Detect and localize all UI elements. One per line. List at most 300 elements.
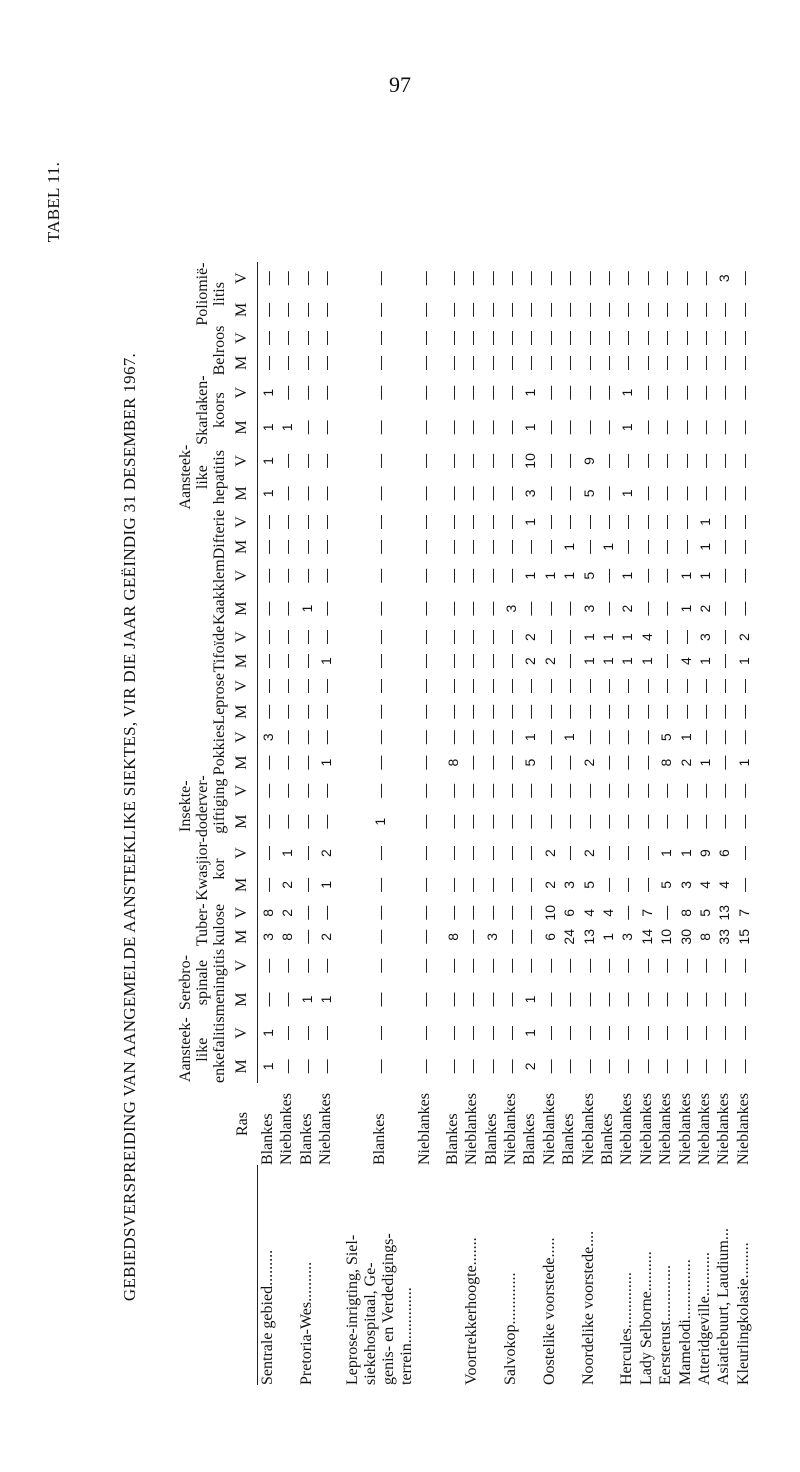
value-cell: — (677, 453, 694, 468)
value-cell: 2 (619, 604, 636, 613)
value-cell: 30 (677, 929, 694, 945)
value-cell: 5 (580, 571, 597, 580)
value-cell: — (580, 814, 597, 829)
value-cell: — (464, 678, 481, 693)
value-cell: 1 (638, 657, 655, 665)
ras-cell: Nieblankes (618, 1093, 636, 1165)
value-cell: — (444, 630, 461, 645)
value-cell: — (638, 1026, 655, 1041)
v-column-header: V (234, 837, 257, 869)
value-cell: — (677, 302, 694, 317)
value-cell: — (371, 420, 388, 435)
value-cell: 5 (696, 908, 713, 917)
value-cell: — (483, 630, 500, 645)
value-cell: — (696, 453, 713, 468)
value-cell: — (619, 783, 636, 798)
value-cell: 2 (541, 880, 558, 889)
value-cell: 1 (735, 657, 752, 665)
value-cell: — (464, 905, 481, 920)
value-cell: — (279, 1059, 296, 1074)
value-cell: 2 (522, 657, 539, 665)
value-cell: — (735, 704, 752, 719)
value-cell: 3 (696, 633, 713, 641)
value-cell: — (464, 331, 481, 346)
value-cell: — (599, 331, 616, 346)
place-cell: Leprose-inrigting, Siel- siekehospitaal, Ge- genis- en Verdedigings- terrein.............. (343, 1233, 415, 1385)
value-cell: — (619, 992, 636, 1007)
value-cell: 1 (259, 457, 276, 465)
value-cell: 1 (658, 849, 675, 857)
value-cell: — (716, 755, 733, 770)
value-cell: — (503, 958, 519, 973)
value-cell: — (561, 1059, 578, 1074)
value-cell: — (580, 958, 597, 973)
value-cell: — (561, 846, 578, 861)
value-cell: — (541, 514, 558, 529)
value-cell: 1 (619, 388, 636, 397)
ras-cell: Blankes (598, 1113, 616, 1165)
value-cell: — (677, 678, 694, 693)
value-cell: — (696, 420, 713, 435)
ras-cell: Nieblankes (579, 1093, 597, 1165)
ras-header: Ras (233, 1112, 251, 1136)
value-cell: — (279, 331, 296, 346)
value-cell: — (561, 514, 578, 529)
value-cell: 1 (318, 758, 335, 767)
place-cell: Mamelodi............... (676, 1259, 694, 1385)
value-cell: — (638, 355, 655, 370)
value-cell: 2 (677, 758, 694, 767)
value-cell: 8 (279, 932, 296, 941)
value-cell: — (298, 929, 315, 944)
ras-cell: Nieblankes (502, 1093, 519, 1165)
ras-cell: Nieblankes (463, 1093, 481, 1165)
value-cell: — (259, 992, 276, 1007)
value-cell: — (677, 355, 694, 370)
value-cell: 1 (619, 571, 636, 580)
value-cell: — (464, 539, 481, 554)
value-cell: — (580, 1059, 597, 1074)
value-cell: — (298, 630, 315, 645)
value-cell: — (735, 783, 752, 798)
value-cell: 4 (580, 908, 597, 917)
value-cell: — (677, 814, 694, 829)
m-column-header: M (234, 1050, 257, 1083)
value-cell: — (483, 539, 500, 554)
value-cell: — (417, 1059, 434, 1074)
value-cell: — (735, 1026, 752, 1041)
m-column-header: M (234, 869, 257, 901)
value-cell: — (561, 654, 578, 669)
value-cell: 1 (561, 571, 578, 580)
value-cell: — (638, 814, 655, 829)
place-cell: Asiatiebuurt, Laudium... (715, 1228, 733, 1385)
value-cell: — (483, 905, 500, 920)
ras-cell: Nieblankes (657, 1093, 675, 1165)
value-cell: — (298, 514, 315, 529)
value-cell: — (541, 453, 558, 468)
table-label: TABEL 11. (44, 161, 63, 243)
value-cell: — (638, 568, 655, 583)
value-cell: — (658, 814, 675, 829)
value-cell: — (677, 331, 694, 346)
table-row (715, 262, 734, 1385)
value-cell: — (638, 678, 655, 693)
value-cell: — (503, 654, 519, 669)
value-cell: — (619, 1026, 636, 1041)
ras-cell: Nieblankes (695, 1093, 713, 1165)
value-cell: — (658, 514, 675, 529)
value-cell: — (677, 271, 694, 286)
value-cell: — (371, 568, 388, 583)
value-cell: — (599, 601, 616, 616)
value-cell: — (503, 814, 519, 829)
value-cell: 3 (522, 489, 539, 498)
value-cell: — (561, 271, 578, 286)
value-cell: 3 (677, 880, 694, 889)
value-cell: — (638, 1059, 655, 1074)
value-cell: — (371, 539, 388, 554)
value-cell: — (464, 730, 481, 745)
value-cell: — (677, 704, 694, 719)
value-cell: — (696, 331, 713, 346)
value-cell: — (522, 302, 539, 317)
value-cell: — (417, 420, 434, 435)
value-cell: 1 (541, 571, 558, 580)
value-cell: — (716, 568, 733, 583)
value-cell: — (658, 1059, 675, 1074)
value-cell: 1 (677, 571, 694, 580)
table-row (463, 262, 482, 1385)
value-cell: — (259, 755, 276, 770)
value-cell: — (735, 302, 752, 317)
value-cell: — (371, 514, 388, 529)
value-cell: — (318, 1026, 335, 1041)
value-cell: — (580, 992, 597, 1007)
value-cell: — (696, 814, 713, 829)
value-cell: — (298, 877, 315, 892)
value-cell: 1 (522, 733, 539, 742)
ras-cell: Blankes (521, 1113, 539, 1165)
value-cell: — (599, 514, 616, 529)
value-cell: — (619, 730, 636, 745)
value-cell: — (503, 678, 519, 693)
disease-header: Serebro- spinale meningitis (177, 948, 228, 1017)
value-cell: — (417, 929, 434, 944)
value-cell: — (503, 568, 519, 583)
value-cell: — (735, 601, 752, 616)
value-cell: 1 (696, 657, 713, 665)
value-cell: — (259, 355, 276, 370)
value-cell: — (541, 1026, 558, 1041)
ras-cell: Nieblankes (715, 1093, 733, 1165)
value-cell: — (580, 783, 597, 798)
value-cell: — (371, 678, 388, 693)
value-cell: — (259, 514, 276, 529)
table-row (297, 262, 316, 1385)
place-header-blank (234, 1165, 257, 1385)
table-row (579, 262, 598, 1385)
value-cell: 2 (279, 908, 296, 917)
value-cell: — (658, 654, 675, 669)
ras-cell: Blankes (560, 1113, 578, 1165)
value-cell: 1 (522, 571, 539, 580)
value-cell: — (658, 486, 675, 501)
value-cell: — (541, 420, 558, 435)
value-cell: — (279, 568, 296, 583)
value-cell: — (522, 678, 539, 693)
value-cell: — (464, 420, 481, 435)
value-cell: — (541, 271, 558, 286)
value-cell: — (417, 783, 434, 798)
value-cell: — (298, 486, 315, 501)
value-cell: — (259, 302, 276, 317)
value-cell: — (318, 453, 335, 468)
value-cell: — (503, 302, 519, 317)
value-cell: — (371, 929, 388, 944)
value-cell: 2 (735, 633, 752, 641)
disease-header: Skarlaken- koors (193, 375, 228, 445)
value-cell: — (464, 1026, 481, 1041)
value-cell: — (716, 514, 733, 529)
value-cell: — (318, 302, 335, 317)
value-cell: — (716, 958, 733, 973)
value-cell: — (599, 846, 616, 861)
value-cell: — (735, 958, 752, 973)
value-cell: 4 (696, 880, 713, 889)
disease-header-row (178, 262, 234, 1385)
value-cell: 1 (599, 932, 616, 941)
value-cell: 5 (522, 758, 539, 767)
value-cell: — (417, 630, 434, 645)
table-row (540, 262, 559, 1385)
value-cell: — (503, 846, 519, 861)
ras-cell: Blankes (482, 1113, 500, 1165)
value-cell: — (417, 1026, 434, 1041)
value-cell: — (483, 704, 500, 719)
value-cell: 1 (561, 733, 578, 742)
disease-header: Aansteek- like enkefalitis (177, 1016, 228, 1083)
value-cell: — (259, 846, 276, 861)
value-cell: — (638, 755, 655, 770)
value-cell: — (279, 1026, 296, 1041)
value-cell: — (638, 331, 655, 346)
value-cell: — (735, 814, 752, 829)
value-cell: — (444, 654, 461, 669)
value-cell: — (696, 355, 713, 370)
ras-cell: Nieblankes (540, 1093, 558, 1165)
value-cell: — (371, 783, 388, 798)
ras-cell: Blankes (258, 1113, 276, 1165)
place-cell: Hercules.............. (618, 1272, 636, 1385)
value-cell: — (503, 730, 519, 745)
value-cell: — (279, 992, 296, 1007)
value-cell: — (444, 958, 461, 973)
value-cell: — (716, 630, 733, 645)
value-cell: — (318, 601, 335, 616)
place-cell: Lady Selborne.......... (637, 1251, 655, 1385)
value-cell: — (658, 355, 675, 370)
value-cell: — (444, 514, 461, 529)
value-cell: 24 (561, 929, 578, 945)
table-row (482, 262, 501, 1385)
value-cell: — (417, 568, 434, 583)
value-cell: — (483, 453, 500, 468)
value-cell: — (298, 678, 315, 693)
value-cell: — (417, 992, 434, 1007)
value-cell: 1 (599, 542, 616, 551)
value-cell: 1 (696, 542, 713, 551)
value-cell: — (522, 783, 539, 798)
table-row (637, 262, 656, 1385)
value-cell: — (279, 514, 296, 529)
value-cell: — (444, 539, 461, 554)
value-cell: 2 (279, 880, 296, 889)
value-cell: 8 (259, 908, 276, 917)
value-cell: — (318, 514, 335, 529)
value-cell: — (735, 678, 752, 693)
v-column-header: V (234, 326, 257, 351)
value-cell: — (599, 678, 616, 693)
value-cell: — (444, 385, 461, 400)
value-cell: 3 (619, 932, 636, 941)
value-cell: 8 (696, 932, 713, 941)
value-cell: — (541, 678, 558, 693)
value-cell: — (735, 568, 752, 583)
value-cell: — (279, 783, 296, 798)
value-cell: 1 (259, 1029, 276, 1037)
disease-header: Insekte- doderver- giftiging (177, 775, 228, 838)
value-cell: — (371, 846, 388, 861)
place-cell: Atteridgeville........... (695, 1252, 713, 1385)
value-cell: — (541, 385, 558, 400)
value-cell: — (298, 704, 315, 719)
value-cell: — (599, 1026, 616, 1041)
place-cell (559, 1165, 578, 1385)
v-column-header: V (234, 673, 257, 699)
value-cell: 9 (696, 849, 713, 857)
value-cell: 3 (716, 274, 733, 283)
value-cell: 10 (522, 453, 539, 469)
m-column-header: M (234, 750, 257, 775)
value-cell: — (522, 271, 539, 286)
ras-cell: Blankes (370, 1113, 388, 1165)
value-cell: — (658, 420, 675, 435)
place-cell (443, 1165, 462, 1385)
m-column-header: M (234, 983, 257, 1017)
value-cell: — (503, 929, 519, 944)
value-cell: 2 (318, 932, 335, 941)
value-cell: — (259, 654, 276, 669)
value-cell: — (417, 355, 434, 370)
value-cell: — (417, 654, 434, 669)
value-cell: — (503, 271, 519, 286)
value-cell: — (371, 704, 388, 719)
value-cell: — (638, 704, 655, 719)
value-cell: 2 (318, 849, 335, 857)
value-cell: 1 (696, 571, 713, 580)
value-cell: — (279, 302, 296, 317)
value-cell: — (619, 1059, 636, 1074)
value-cell: — (444, 992, 461, 1007)
v-column-header: V (234, 445, 257, 477)
value-cell: — (417, 814, 434, 829)
value-cell: — (417, 453, 434, 468)
value-cell: — (417, 302, 434, 317)
value-cell: — (599, 271, 616, 286)
value-cell: — (561, 958, 578, 973)
table-row (344, 262, 416, 1385)
value-cell: — (371, 730, 388, 745)
place-cell: Noordelike voorstede.... (579, 1230, 597, 1385)
value-cell: — (371, 654, 388, 669)
value-cell: — (444, 453, 461, 468)
value-cell: 4 (716, 880, 733, 889)
v-column-header: V (234, 725, 257, 750)
table-row (559, 262, 578, 1385)
value-cell: — (483, 877, 500, 892)
disease-header: Aansteek- like hepatitis (177, 444, 228, 510)
value-cell: — (580, 385, 597, 400)
value-cell: — (318, 568, 335, 583)
value-cell: — (464, 814, 481, 829)
value-cell: — (696, 958, 713, 973)
value-cell: 4 (677, 657, 694, 665)
ras-cell: Nieblankes (278, 1093, 296, 1165)
value-cell: — (483, 355, 500, 370)
page-number: 97 (389, 72, 411, 97)
value-cell: 1 (599, 633, 616, 641)
value-cell: — (619, 877, 636, 892)
value-cell: — (371, 355, 388, 370)
value-cell: 1 (522, 388, 539, 397)
value-cell: — (619, 302, 636, 317)
value-cell: — (464, 302, 481, 317)
value-cell: — (522, 704, 539, 719)
value-cell: — (298, 1059, 315, 1074)
value-cell: — (541, 730, 558, 745)
value-cell: — (735, 992, 752, 1007)
value-cell: 1 (318, 880, 335, 889)
value-cell: — (522, 601, 539, 616)
value-cell: 5 (580, 489, 597, 498)
value-cell: — (483, 846, 500, 861)
v-column-header: V (234, 901, 257, 925)
value-cell: — (318, 420, 335, 435)
value-cell: 10 (658, 929, 675, 945)
value-cell: — (259, 601, 276, 616)
value-cell: — (444, 704, 461, 719)
value-cell: — (464, 654, 481, 669)
value-cell: — (716, 1059, 733, 1074)
title-block (44, 161, 160, 1472)
value-cell: — (483, 601, 500, 616)
table-row (618, 262, 637, 1385)
value-cell: — (658, 1026, 675, 1041)
value-cell: — (444, 846, 461, 861)
value-cell: — (259, 814, 276, 829)
value-cell: 1 (298, 995, 315, 1004)
value-cell: — (483, 678, 500, 693)
value-cell: — (561, 992, 578, 1007)
value-cell: — (735, 877, 752, 892)
value-cell: — (541, 992, 558, 1007)
value-cell: 1 (619, 657, 636, 665)
value-cell: — (580, 704, 597, 719)
value-cell: — (259, 783, 276, 798)
value-cell: — (279, 958, 296, 973)
value-cell: — (619, 905, 636, 920)
